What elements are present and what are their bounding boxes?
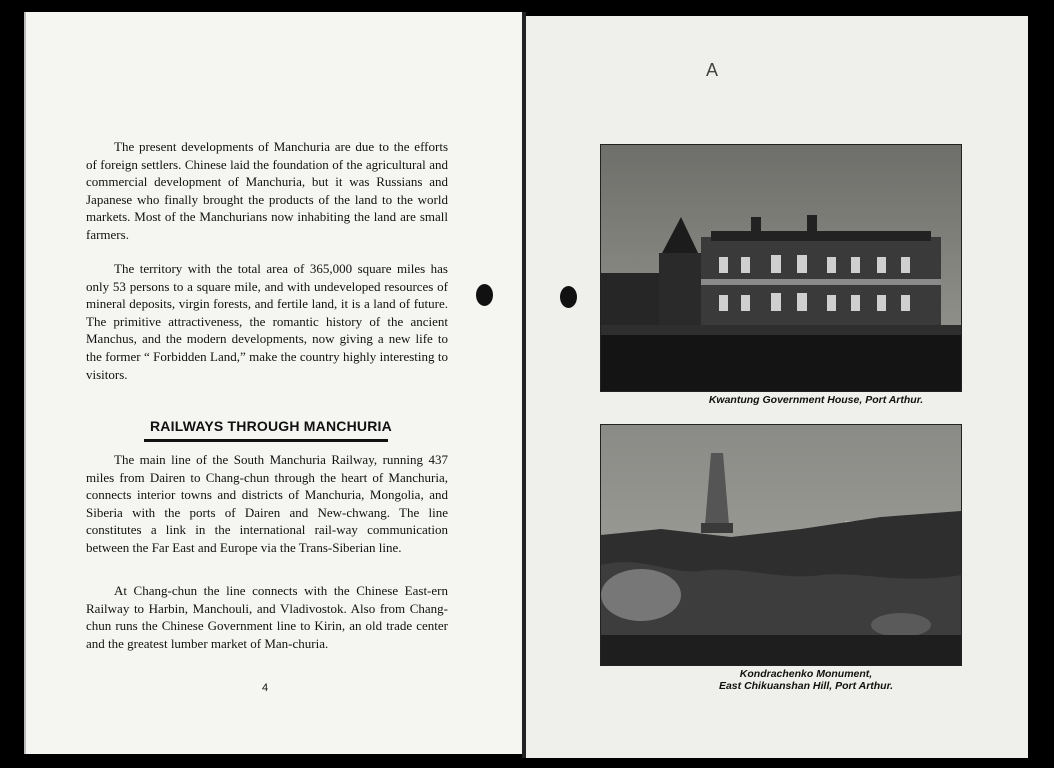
railway-paragraph-2: At Chang-chun the line connects with the Chinese East-ern Railway to Harbin, Manchouli, and Vladivostok. Also from Chang-chun runs the Chinese Government line to Kirin, an old trade center and the greatest lumber market of Man-churia.	[86, 583, 448, 651]
intro-paragraph-1: The present developments of Manchuria are due to the efforts of foreign settlers. Chinese laid the foundation of the agricultural and commercial development of Manchuria, but it was Russians and Japanese who finally brought the products of the land to the world markets. Most of the Manchurians now inhabiting the land are small farmers.	[86, 139, 448, 242]
left-page	[24, 12, 524, 754]
photo2-caption-line2: East Chikuanshan Hill, Port Arthur.	[718, 680, 894, 692]
photo1-caption: Kwantung Government House, Port Arthur.	[708, 394, 924, 406]
railway-paragraph-1: The main line of the South Manchuria Railway, running 437 miles from Dairen to Chang-chun through the heart of Manchuria, connects interior towns and districts of Manchuria, Mongolia, and Siberia with the ports of Dairen and New-chwang. The line constitutes a link in the international rail-way communication between the Far East and Europe via the Trans-Siberian line.	[86, 452, 448, 555]
binding-hole	[476, 284, 493, 306]
binding-hole	[560, 286, 577, 308]
photo2-caption-line1: Kondrachenko Monument,	[739, 668, 873, 680]
heading-underline	[144, 439, 388, 442]
corner-mark: A	[706, 60, 719, 80]
section-heading: RAILWAYS THROUGH MANCHURIA	[150, 418, 392, 434]
right-page	[526, 16, 1028, 758]
page-number: 4	[262, 682, 269, 694]
government-house-photo	[600, 144, 962, 392]
government-house-image	[601, 145, 961, 391]
kondrachenko-monument-photo	[600, 424, 962, 666]
intro-paragraph-2: The territory with the total area of 365,000 square miles has only 53 persons to a square mile, and with undeveloped resources of mineral deposits, virgin forests, and fertile land, it is a land of future. The primitive attractiveness, the romantic history of the ancient Manchus, and the modern developments, now giving a new life to the former “ Forbidden Land,” make the country highly interesting to visitors.	[86, 261, 448, 382]
monument-image	[601, 425, 961, 665]
